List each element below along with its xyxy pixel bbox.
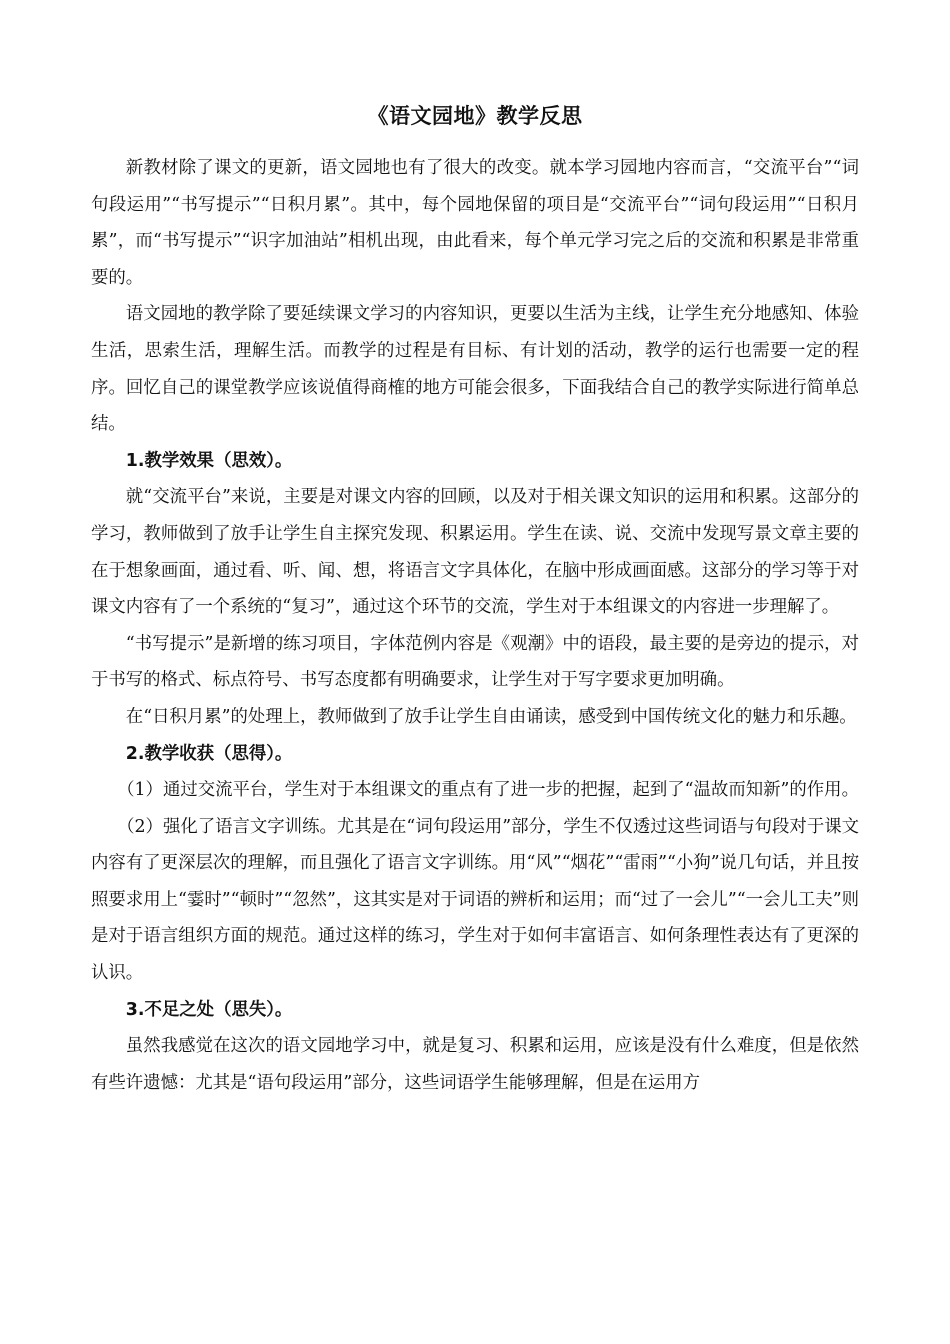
section-heading-gains: 2.教学收获（思得）。 (125, 743, 293, 764)
paragraph-daily-accumulation: 在“日积月累”的处理上，教师做到了放手让学生自由诵读，感受到中国传统文化的魅力和乐趣。 (125, 706, 857, 727)
document-title: 《语文园地》教学反思 (367, 104, 583, 128)
paragraph-overview: 语文园地的教学除了要延续课文学习的内容知识，更要以生活为主线，让学生充分地感知、体验生活，思索生活，理解生活。而教学的过程是有目标、有计划的活动，教学的运行也需要一定的程序。回忆自己的课堂教学应该说值得商榷的地方可能会很多，下面我结合自己的教学实际进行简单总结。 (91, 304, 859, 435)
paragraph-shortcomings: 虽然我感觉在这次的语文园地学习中，就是复习、积累和运用，应该是没有什么难度，但是依然有些许遗憾：尤其是“语句段运用”部分，这些词语学生能够理解，但是在运用方 (91, 1036, 859, 1093)
list-item-gain-2: （2）强化了语言文字训练。尤其是在“词句段运用”部分，学生不仅透过这些词语与句段对于课文内容有了更深层次的理解，而且强化了语言文字训练。用“风”“烟花”“雷雨”“小狗”说几句话，并且按照要求用上“霎时”“顿时”“忽然”，这其实是对于词语的辨析和运用；而“过了一会儿”“一会儿工夫”则是对于语言组织方面的规范。通过这样的练习，学生对于如何丰富语言、如何条理性表达有了更深的认识。 (91, 816, 859, 984)
paragraph-exchange-platform: 就“交流平台”来说，主要是对课文内容的回顾，以及对于相关课文知识的运用和积累。这部分的学习，教师做到了放手让学生自主探究发现、积累运用。学生在读、说、交流中发现写景文章主要的在于想象画面，通过看、听、闻、想，将语言文字具体化，在脑中形成画面感。这部分的学习等于对课文内容有了一个系统的“复习”，通过这个环节的交流，学生对于本组课文的内容进一步理解了。 (91, 487, 859, 618)
document-body (91, 150, 859, 1101)
paragraph-intro: 新教材除了课文的更新，语文园地也有了很大的改变。就本学习园地内容而言，“交流平台”“词句段运用”“书写提示”“日积月累”。其中，每个园地保留的项目是“交流平台”“词句段运用”“日积月累”，而“书写提示”“识字加油站”相机出现，由此看来，每个单元学习完之后的交流和积累是非常重要的。 (91, 158, 859, 288)
section-heading-shortcomings: 3.不足之处（思失）。 (125, 999, 293, 1020)
paragraph-writing-tips: “书写提示”是新增的练习项目，字体范例内容是《观潮》中的语段，最主要的是旁边的提示，对于书写的格式、标点符号、书写态度都有明确要求，让学生对于写字要求更加明确。 (91, 633, 859, 691)
section-heading-effect: 1.教学效果（思效）。 (125, 450, 293, 471)
list-item-gain-1: （1）通过交流平台，学生对于本组课文的重点有了进一步的把握，起到了“温故而知新”的作用。 (117, 780, 859, 801)
